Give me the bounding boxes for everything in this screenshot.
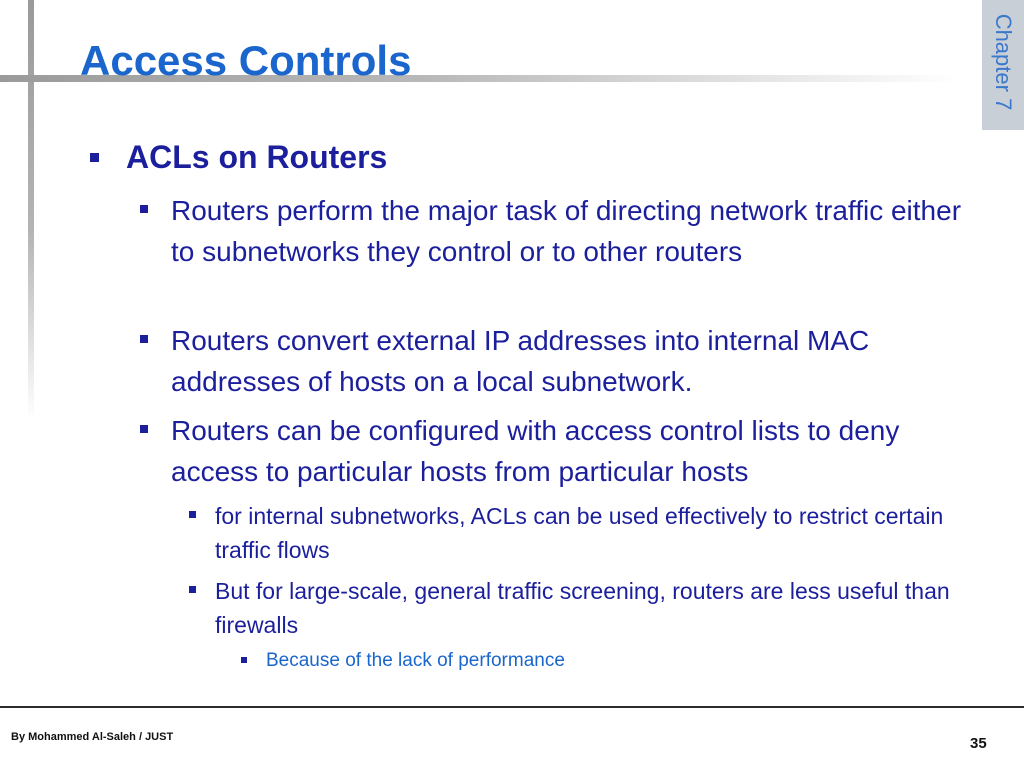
bullet-level-2 — [140, 410, 980, 492]
page-number: 35 — [970, 735, 987, 752]
square-bullet-icon — [140, 425, 148, 433]
square-bullet-icon — [241, 657, 247, 663]
bullet-text: Routers can be configured with access control lists to deny access to particular hosts from particular hosts — [171, 415, 900, 487]
footer-divider — [0, 706, 1024, 708]
square-bullet-icon — [90, 153, 99, 162]
bullet-text: for internal subnetworks, ACLs can be used effectively to restrict certain traffic flows — [215, 503, 944, 563]
bullet-text: Because of the lack of performance — [266, 650, 565, 671]
vertical-accent-line — [28, 0, 34, 420]
bullet-level-1 — [90, 137, 990, 177]
chapter-tab-label: Chapter 7 — [991, 13, 1016, 111]
square-bullet-icon — [140, 205, 148, 213]
chapter-tab — [982, 0, 1024, 130]
bullet-level-3 — [189, 574, 989, 642]
bullet-level-2 — [140, 320, 980, 402]
square-bullet-icon — [189, 511, 196, 518]
bullet-level-2 — [140, 190, 980, 272]
bullet-text: But for large-scale, general traffic screening, routers are less useful than firewalls — [215, 578, 950, 638]
slide-title: Access Controls — [80, 37, 412, 84]
bullet-text: ACLs on Routers — [126, 139, 388, 175]
footer-author: By Mohammed Al-Saleh / JUST — [11, 731, 174, 743]
bullet-level-3 — [189, 499, 989, 567]
bullet-level-4 — [241, 648, 981, 674]
bullet-text: Routers perform the major task of directing network traffic either to subnetworks they control or to other routers — [171, 195, 962, 267]
bullet-text: Routers convert external IP addresses into internal MAC addresses of hosts on a local subnetwork. — [171, 325, 870, 397]
square-bullet-icon — [140, 335, 148, 343]
square-bullet-icon — [189, 586, 196, 593]
